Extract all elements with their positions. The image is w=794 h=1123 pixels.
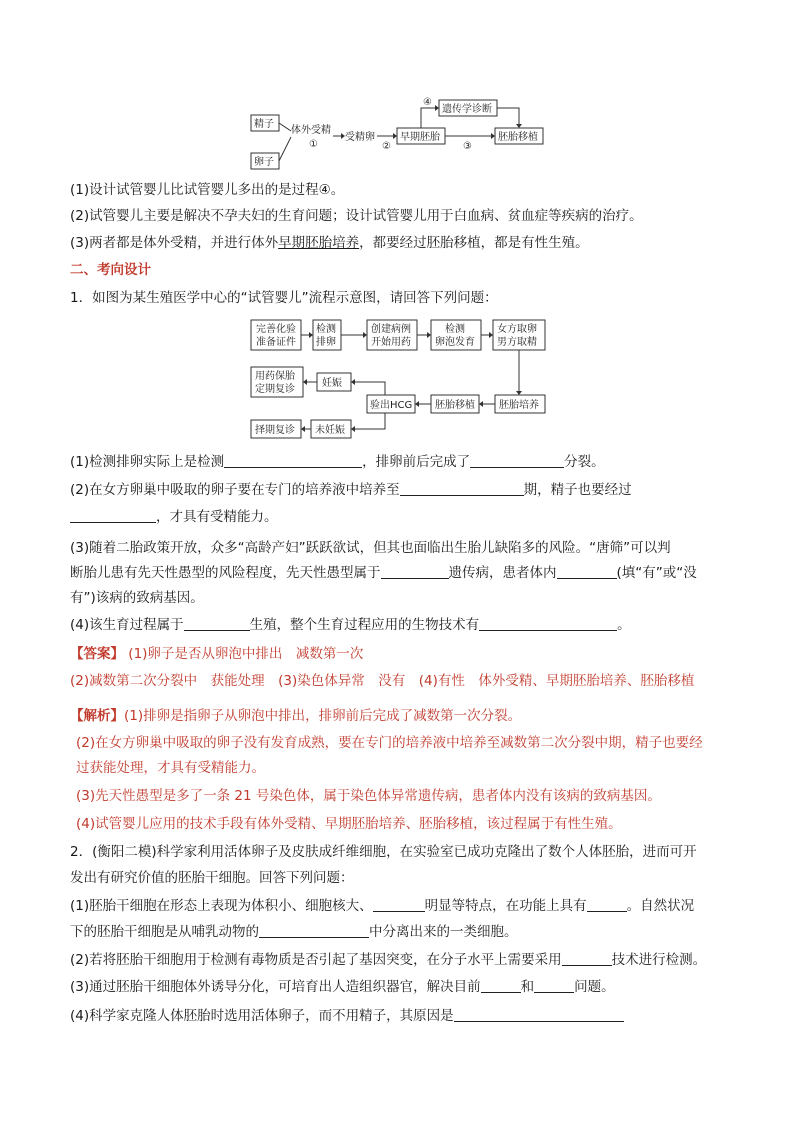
flow-b9: 妊娠 [322, 378, 342, 389]
q1-sub2-line2: ，才具有受精能力。 [70, 507, 278, 527]
q1-sub4: (4)该生育过程属于 生殖，整个生育过程应用的生物技术有 。 [70, 617, 631, 633]
q2-stem-line1: 2．(衡阳二模)科学家利用活体卵子及皮肤成纤维细胞，在实验室已成功克隆出了数个人体胚胎，进而可开 [70, 844, 697, 860]
intro-line-1: (1)设计试管婴儿比试管婴儿多出的是过程④。 [70, 182, 345, 198]
flow-b10-line2: 定期复诊 [255, 384, 295, 395]
flow-b4-line2: 卵泡发育 [435, 337, 475, 348]
q1-analysis-line5: (4)试管婴儿应用的技术手段有体外受精、早期胚胎培养、胚胎移植，该过程属于有性生殖。 [76, 816, 622, 832]
step-2-label: ② [382, 141, 391, 152]
q1-analysis-line2: (2)在女方卵巢中吸取的卵子没有发育成熟，要在专门的培养液中培养至减数第二次分裂中期，精子也要经 [76, 735, 703, 751]
q2-sub3: (3)通过胚胎干细胞体外诱导分化，可培育出人造组织器官，解决目前 和 问题。 [70, 979, 615, 995]
q1-sub3-line2: 断胎儿患有先天性愚型的风险程度，先天性愚型属于 遗传病，患者体内 (填“有”或“没 [70, 565, 697, 581]
flow-b2-line1: 检测 [316, 324, 336, 335]
q2-sub2: (2)若将胚胎干细胞用于检测有毒物质是否引起了基因突变，在分子水平上需要采用 技术进行检测。 [70, 952, 707, 968]
embryo-transfer-label: 胚胎移植 [498, 132, 538, 143]
q1-sub1: (1)检测排卵实际上是检测 ，排卵前后完成了 分裂。 [70, 454, 605, 470]
q1-sub3-line3: 有”)该病的致病基因。 [70, 590, 204, 606]
zygote-label: 受精卵 [345, 132, 375, 143]
step-3-label: ③ [463, 141, 472, 152]
intro-line-3: (3)两者都是体外受精，并进行体外早期胚胎培养，都要经过胚胎移植，都是有性生殖。 [70, 235, 589, 251]
flow-b4-line1: 检测 [445, 324, 465, 335]
flow-b8: 验出HCG [370, 400, 413, 411]
sperm-label: 精子 [254, 119, 274, 130]
intro-line-2: (2)试管婴儿主要是解决不孕夫妇的生育问题；设计试管婴儿用于白血病、贫血症等疾病的治疗。 [70, 208, 643, 224]
q2-sub4: (4)科学家克隆人体胚胎时选用活体卵子，而不用精子，其原因是 [70, 1006, 624, 1026]
ivf-label: 体外受精 [291, 125, 331, 136]
step-4-label: ④ [423, 97, 432, 108]
q1-answer-line2: (2)减数第二次分裂中 获能处理 (3)染色体异常 没有 (4)有性 体外受精、早期胚胎培养、胚胎移植 [70, 673, 695, 689]
flow-b6: 胚胎培养 [499, 400, 539, 411]
flow-b1-line1: 完善化验 [256, 324, 296, 335]
q1-analysis-line1: 【解析】(1)排卵是指卵子从卵泡中排出，排卵前后完成了减数第一次分裂。 [70, 708, 522, 724]
q1-answer-line1: 【答案】 (1)卵子是否从卵泡中排出 减数第一次 [70, 646, 364, 662]
q1-analysis-line3: 过获能处理，才具有受精能力。 [76, 760, 265, 776]
q1-sub2-line1: (2)在女方卵巢中吸取的卵子要在专门的培养液中培养至 期，精子也要经过 [70, 482, 632, 498]
flow-b11: 未妊娠 [315, 425, 345, 436]
flow-b3-line1: 创建病例 [371, 324, 411, 335]
flow-b12: 择期复诊 [255, 425, 295, 436]
q1-stem: 1．如图为某生殖医学中心的“试管婴儿”流程示意图，请回答下列问题： [70, 290, 498, 306]
egg-label: 卵子 [254, 157, 274, 168]
section-title: 二、考向设计 [70, 262, 151, 278]
genetic-diagnosis-label: 遗传学诊断 [442, 104, 492, 115]
flow-b1-line2: 准备证件 [256, 337, 296, 348]
flow-b5-line1: 女方取卵 [497, 324, 537, 335]
flow-b2-line2: 排卵 [316, 337, 336, 348]
ivf-process-diagram [245, 95, 555, 170]
step-1-label: ① [309, 139, 318, 150]
flow-b10-line1: 用药保胎 [255, 371, 295, 382]
q1-analysis-line4: (3)先天性愚型是多了一条 21 号染色体，属于染色体异常遗传病，患者体内没有该病的致病基因。 [76, 788, 661, 804]
ivf-clinic-flowchart [245, 315, 555, 445]
q2-sub1-line2: 下的胚胎干细胞是从哺乳动物的 中分离出来的一类细胞。 [70, 924, 518, 940]
early-embryo-label: 早期胚胎 [400, 132, 440, 143]
flow-b3-line2: 开始用药 [371, 337, 411, 348]
flow-b7: 胚胎移植 [435, 400, 475, 411]
q1-sub3-line1: (3)随着二胎政策开放，众多“高龄产妇”跃跃欲试，但其也面临出生胎儿缺陷多的风险。“唐筛”可以判 [70, 540, 671, 556]
flow-b5-line2: 男方取精 [497, 337, 537, 348]
q2-stem-line2: 发出有研究价值的胚胎干细胞。回答下列问题： [70, 870, 354, 886]
q2-sub1-line1: (1)胚胎干细胞在形态上表现为体积小、细胞核大、 明显等特点，在功能上具有 。自然状况 [70, 898, 695, 914]
